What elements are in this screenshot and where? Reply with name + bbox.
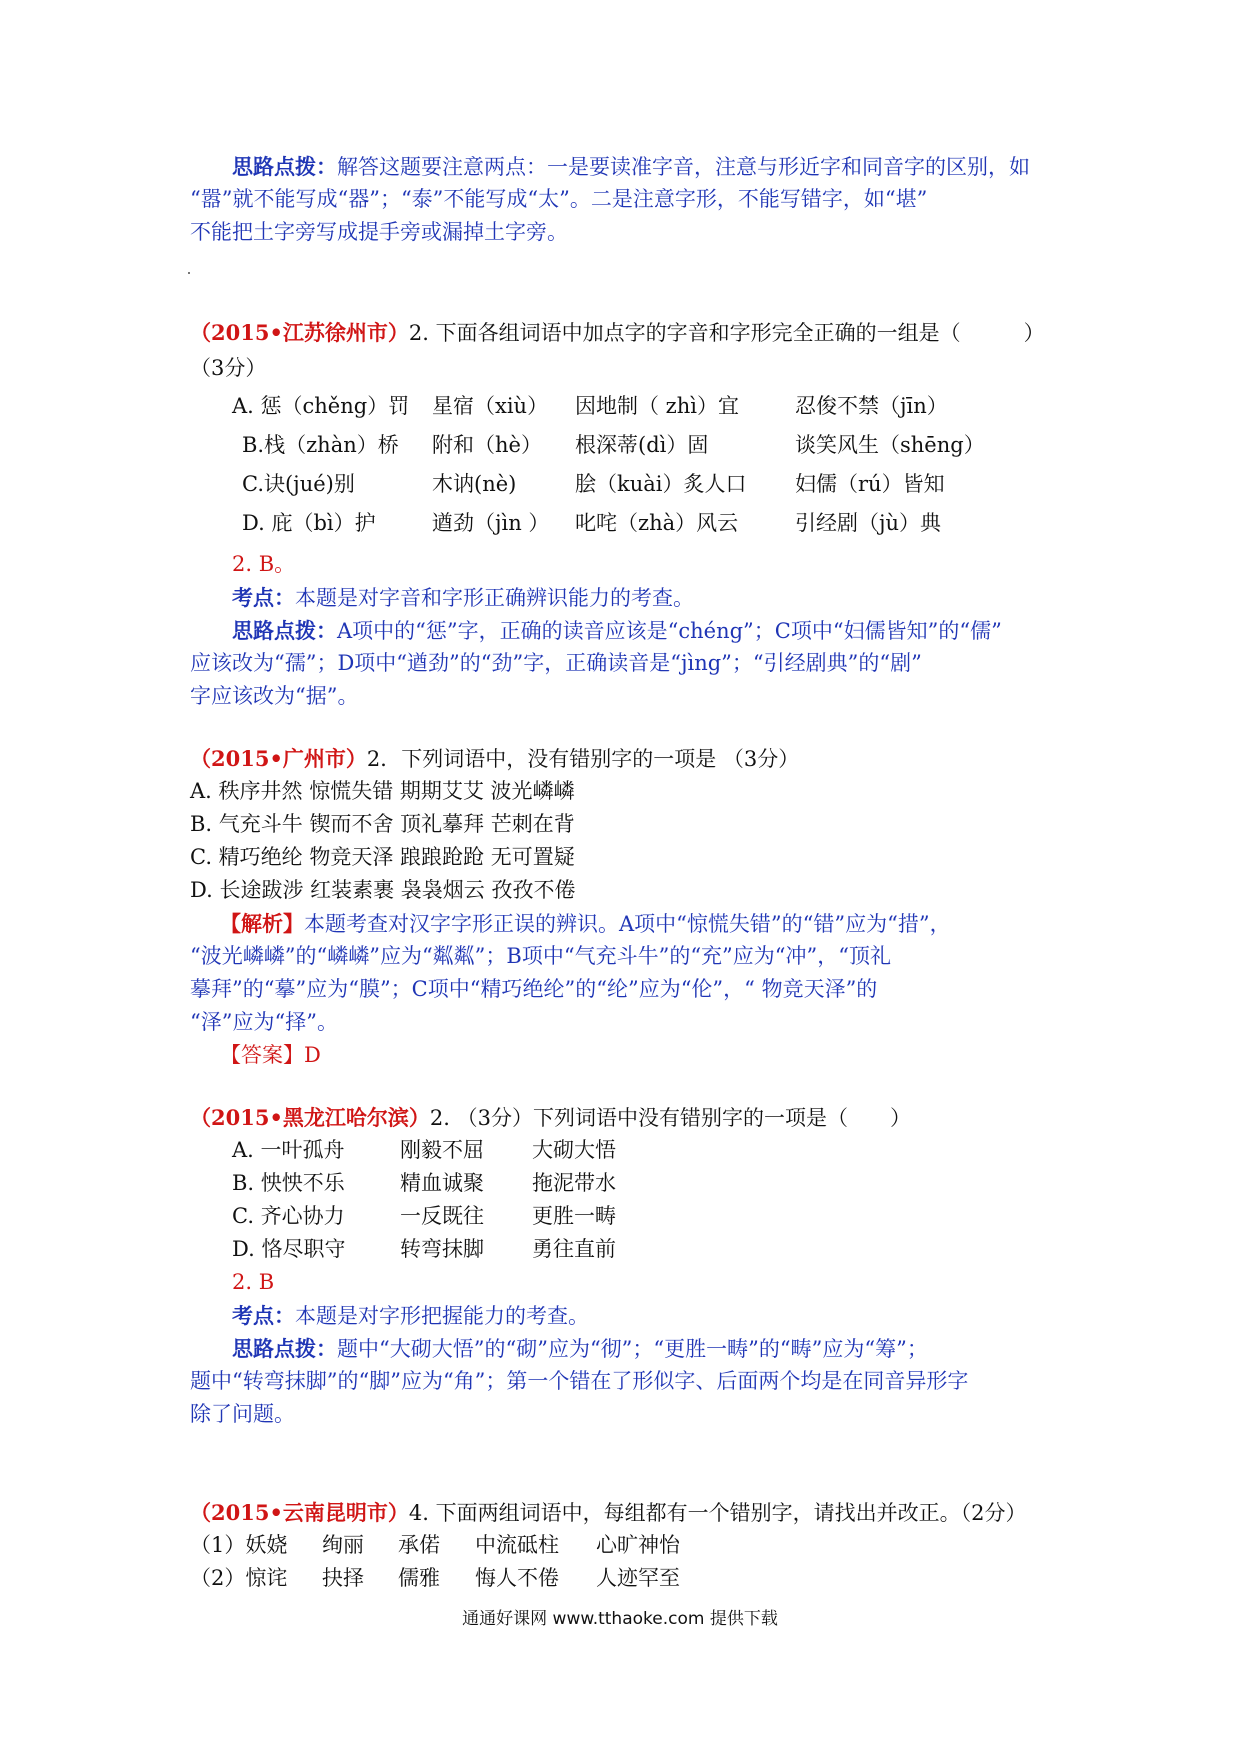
tip-text: 解答这题要注意两点：一是要读准字音，注意与形近字和同音字的区别，如 [337, 155, 1030, 179]
row-1-word-2: 绚丽 [322, 1533, 364, 1557]
row-1-word-5: 心旷神怡 [596, 1533, 680, 1557]
option-b-1: B.栈（zhàn）桥 [242, 433, 399, 457]
question-source: （2015•广州市） [190, 746, 367, 771]
row-1-word-4: 中流砥柱 [475, 1533, 559, 1557]
option-c: C. 精巧绝纶 物竞天泽 踉踉跄跄 无可置疑 [190, 845, 575, 869]
answer: 2. B。 [232, 552, 296, 576]
option-a-4: 忍俊不禁（jīn） [795, 394, 948, 418]
option-b-2: 附和（hè） [432, 433, 542, 457]
option-d: D. 长途跋涉 红装素裹 袅袅烟云 孜孜不倦 [190, 878, 576, 902]
option-b-3: 根深蒂(dì）固 [575, 433, 709, 457]
row-1-word-1: （1）妖娆 [190, 1533, 288, 1557]
tip-label: 思路点拨： [232, 618, 337, 643]
question-stem-line [190, 1496, 1026, 1530]
answer-value: D [304, 1043, 321, 1067]
option-a-1: A. 惩（chěng）罚 [232, 394, 410, 418]
question-stem: 2. 下面各组词语中加点字的字音和字形完全正确的一组是（ ） [408, 321, 1045, 345]
row-2-word-1: （2）惊诧 [190, 1566, 288, 1590]
option-c-4: 妇儒（rú）皆知 [795, 472, 945, 496]
analysis-text: 本题考查对汉字字形正误的辨识。A项中“惊慌失错”的“错”应为“措”， [304, 912, 951, 936]
option-c-2: 木讷(nè) [432, 472, 517, 496]
option-b-3: 拖泥带水 [532, 1171, 616, 1195]
analysis-line: “泽”应为“择”。 [190, 1010, 338, 1034]
option-d-4: 引经剧（jù）典 [795, 511, 942, 535]
tip-label: 思路点拨： [232, 154, 337, 179]
option-d-3: 勇往直前 [532, 1237, 616, 1261]
option-a-3: 大砌大悟 [532, 1138, 616, 1162]
option-d-1: D. 恪尽职守 [232, 1237, 346, 1261]
option-d-1: D. 庇（bì）护 [242, 511, 376, 535]
question-stem: 2．下列词语中，没有错别字的一项是 （3分） [366, 747, 800, 771]
tip-line: 不能把土字旁写成提手旁或漏掉土字旁。 [190, 220, 568, 244]
option-a-2: 星宿（xiù） [432, 394, 549, 418]
tip-line [232, 150, 1030, 184]
option-a-1: A. 一叶孤舟 [232, 1138, 345, 1162]
point-label: 考点： [232, 585, 295, 610]
question-stem: 2. （3分）下列词语中没有错别字的一项是（ ） [429, 1106, 911, 1130]
point-line [232, 581, 694, 615]
row-2-word-5: 人迹罕至 [596, 1566, 680, 1590]
tip-line [232, 1332, 928, 1366]
analysis-line: 摹拜”的“摹”应为“膜”；C项中“精巧绝纶”的“纶”应为“伦”，“ 物竞天泽”的 [190, 977, 878, 1001]
question-score: （3分） [190, 356, 267, 380]
option-a: A. 秩序井然 惊慌失错 期期艾艾 波光嶙嶙 [190, 779, 575, 803]
point-line [232, 1299, 589, 1333]
answer: 2. B [232, 1270, 275, 1294]
tip-line: 除了问题。 [190, 1402, 295, 1426]
answer-line [220, 1039, 321, 1072]
point-label: 考点： [232, 1303, 295, 1328]
question-source: （2015•江苏徐州市） [190, 320, 409, 345]
margin-mark [188, 272, 190, 274]
tip-line: “嚣”就不能写成“器”；“泰”不能写成“太”。二是注意字形，不能写错字，如“堪” [190, 187, 928, 211]
tip-line: 应该改为“孺”；D项中“遒劲”的“劲”字，正确读音是“jìng”；“引经剧典”的“剧” [190, 651, 922, 675]
tip-line: 题中“转弯抹脚”的“脚”应为“角”；第一个错在了形似字、后面两个均是在同音异形字 [190, 1369, 969, 1393]
option-c-1: C.诀(jué)别 [242, 472, 355, 496]
option-c-3: 更胜一畴 [532, 1204, 616, 1228]
tip-line: 字应该改为“据”。 [190, 684, 359, 708]
row-1-word-3: 承偌 [398, 1533, 440, 1557]
option-b-1: B. 怏怏不乐 [232, 1171, 345, 1195]
option-b: B. 气充斗牛 锲而不舍 顶礼摹拜 芒刺在背 [190, 812, 575, 836]
row-2-word-3: 儒雅 [398, 1566, 440, 1590]
option-c-2: 一反既往 [400, 1204, 484, 1228]
row-2-word-4: 悔人不倦 [475, 1566, 559, 1590]
analysis-line: “波光嶙嶙”的“嶙嶙”应为“粼粼”；B项中“气充斗牛”的“充”应为“冲”，“顶礼 [190, 944, 891, 968]
tip-label: 思路点拨： [232, 1336, 337, 1361]
option-d-2: 转弯抹脚 [400, 1237, 484, 1261]
page-footer: 通通好课网 www.tthaoke.com 提供下载 [462, 1609, 778, 1629]
question-source: （2015•黑龙江哈尔滨） [190, 1105, 430, 1130]
tip-text: 题中“大砌大悟”的“砌”应为“彻”；“更胜一畴”的“畴”应为“筹”； [337, 1337, 928, 1361]
question-stem-line [190, 316, 1045, 350]
option-c-3: 脍（kuài）炙人口 [575, 472, 747, 496]
option-c-1: C. 齐心协力 [232, 1204, 345, 1228]
point-text: 本题是对字音和字形正确辨识能力的考查。 [295, 586, 694, 610]
option-d-2: 遒劲（jìn ） [432, 511, 550, 535]
option-b-2: 精血诚聚 [400, 1171, 484, 1195]
tip-text: A项中的“惩”字，正确的读音应该是“chéng”；C项中“妇儒皆知”的“儒” [337, 619, 1002, 643]
question-stem-line [190, 1101, 911, 1135]
analysis-line [220, 907, 951, 941]
question-stem-line [190, 742, 799, 776]
option-a-3: 因地制（ zhì）宜 [575, 394, 739, 418]
point-text: 本题是对字形把握能力的考查。 [295, 1304, 589, 1328]
option-b-4: 谈笑风生（shēng） [795, 433, 985, 457]
answer-label: 【答案】 [220, 1043, 304, 1067]
row-2-word-2: 抉择 [322, 1566, 364, 1590]
question-stem: 4. 下面两组词语中，每组都有一个错别字，请找出并改正。（2分） [408, 1501, 1027, 1525]
tip-line [232, 614, 1002, 648]
option-a-2: 刚毅不屈 [400, 1138, 484, 1162]
question-source: （2015•云南昆明市） [190, 1500, 409, 1525]
option-d-3: 叱咤（zhà）风云 [575, 511, 739, 535]
analysis-label: 【解析】 [220, 911, 304, 936]
